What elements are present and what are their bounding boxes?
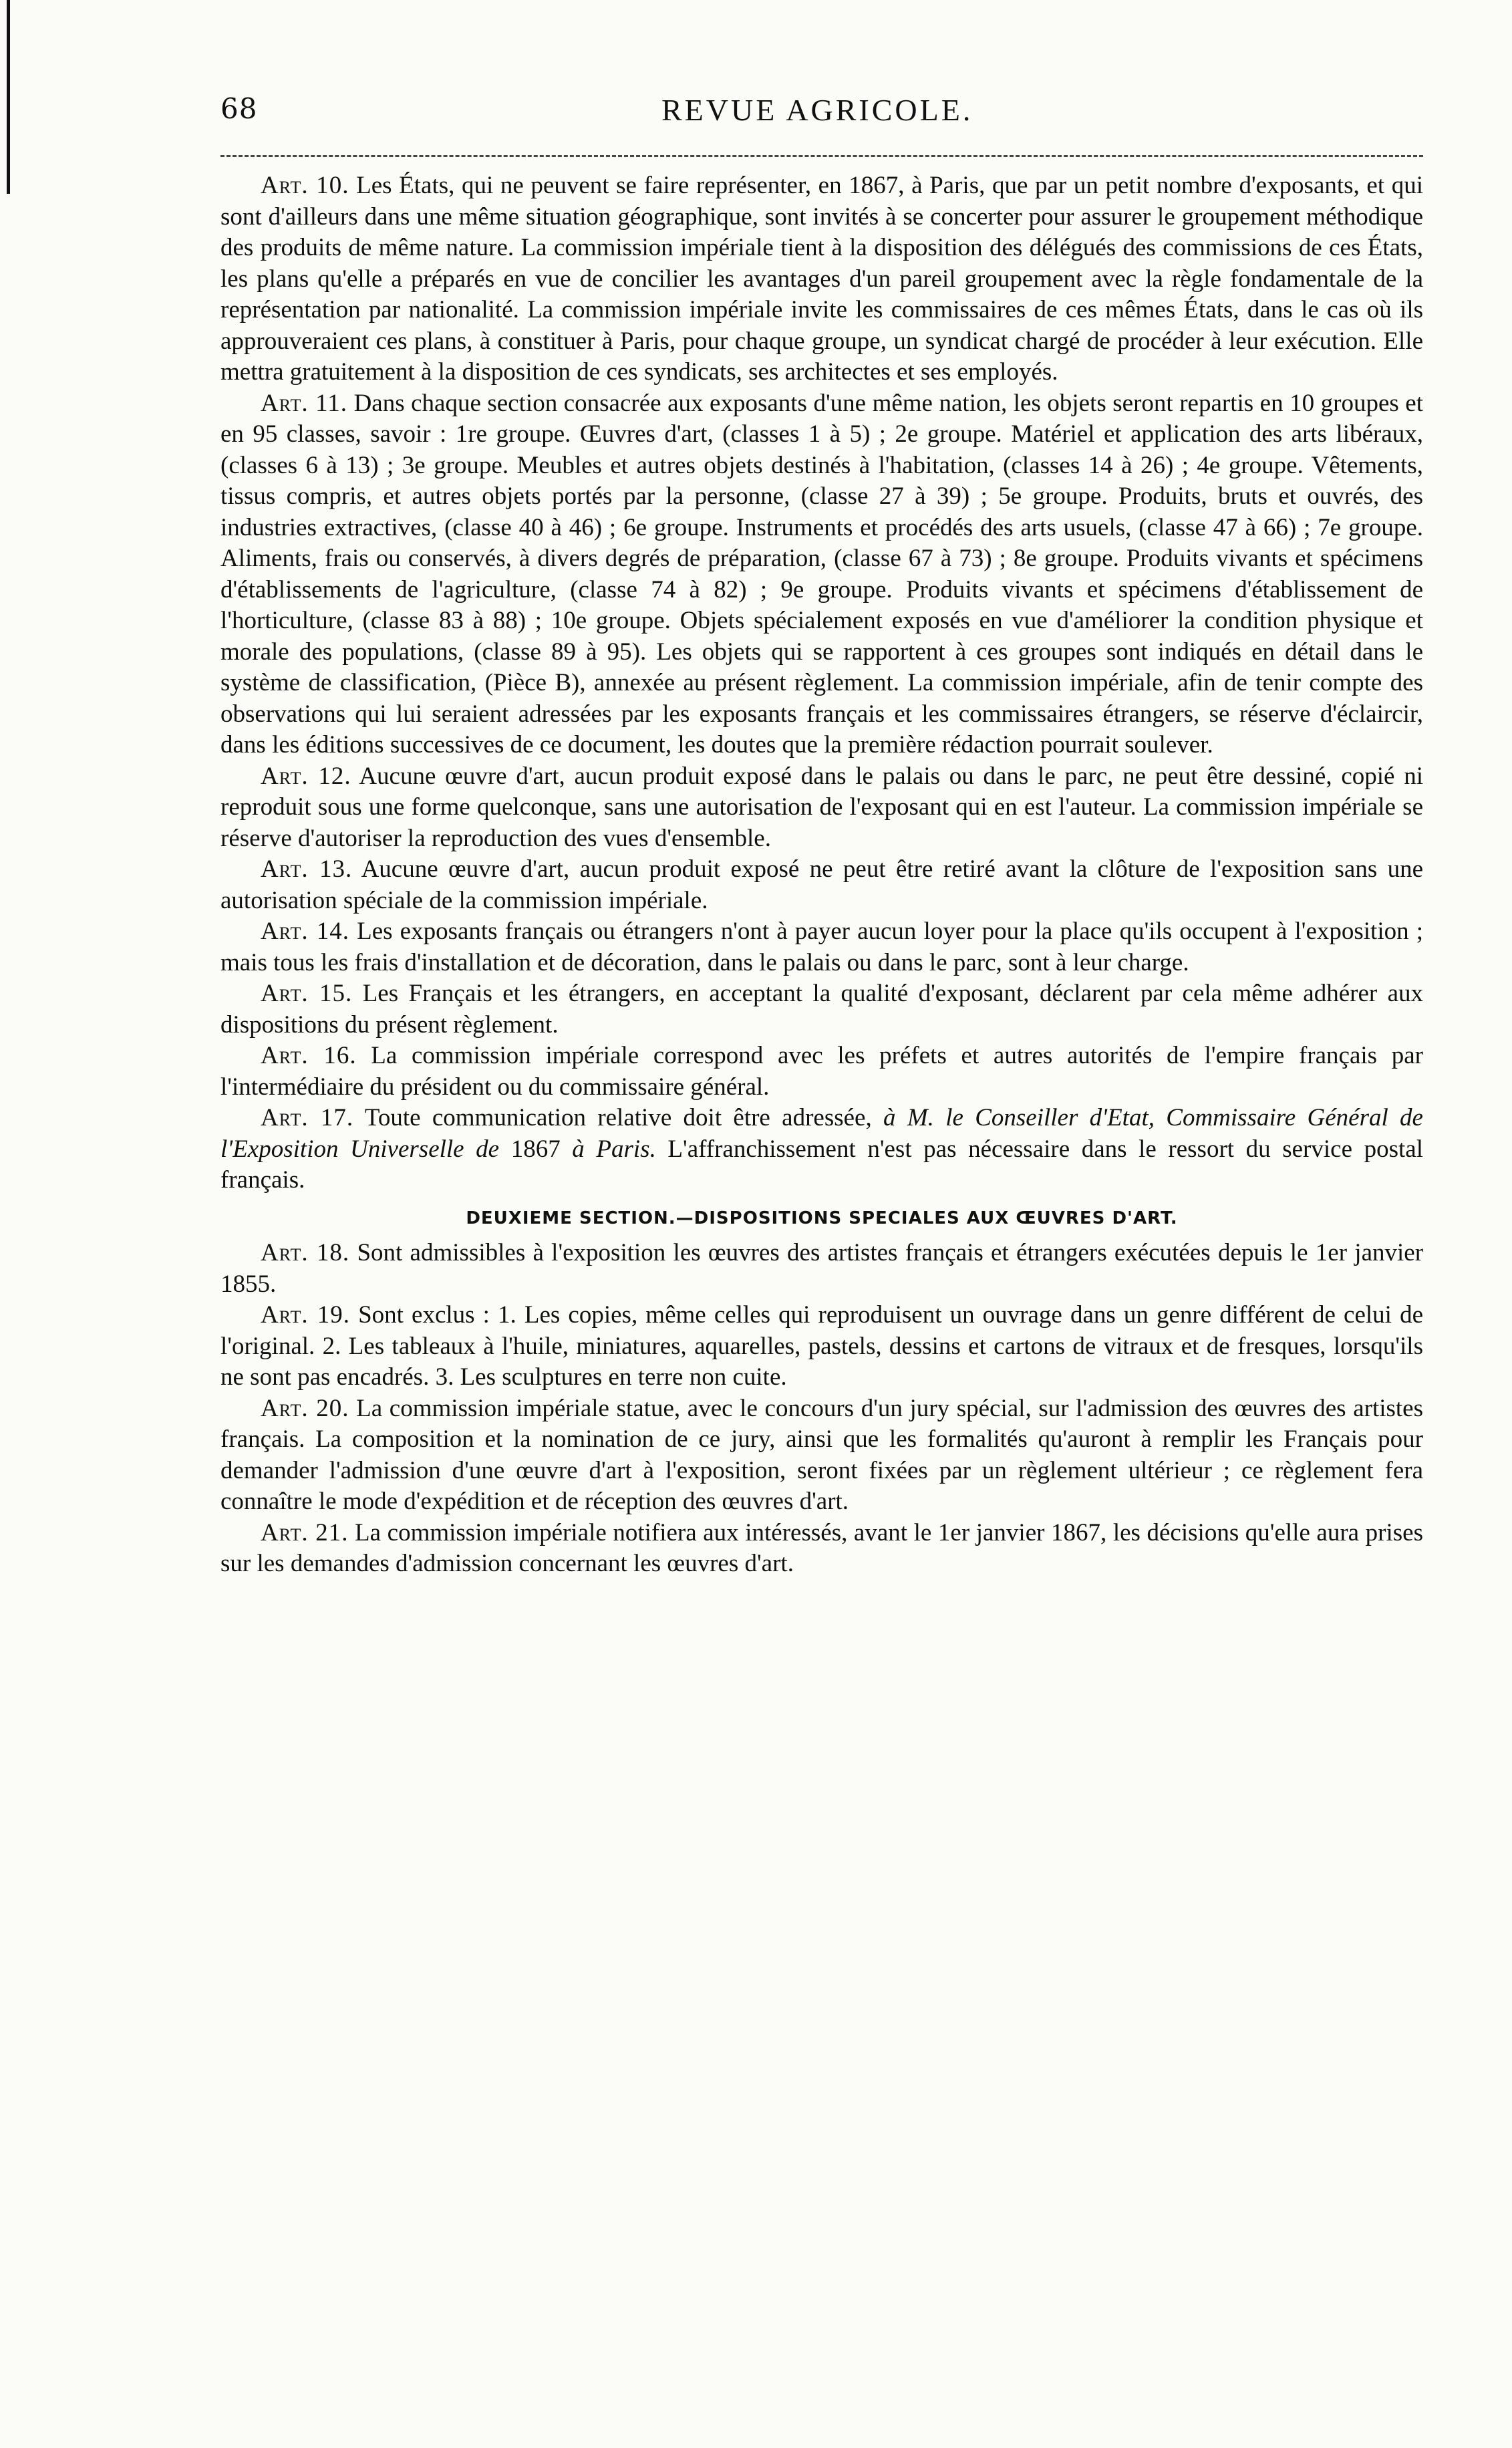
article-text-c: L'affranchissement n'est pas nécessaire dans le ressort du service postal français. (220, 1135, 1423, 1194)
article-text: Les exposants français ou étrangers n'ont à payer aucun loyer pour la place qu'ils occupent à l'exposition ; mais tous les frais d'installation et de décoration, dans le palais ou dans le parc, sont à leur charge. (220, 918, 1424, 976)
scan-edge-line (7, 0, 10, 194)
running-head: REVUE AGRICOLE. (661, 93, 973, 127)
article-paragraph (220, 170, 1423, 388)
section-heading: DEUXIEME SECTION.—DISPOSITIONS SPECIALES AUX ŒUVRES D'ART. (466, 1208, 1178, 1228)
article-text: Aucune œuvre d'art, aucun produit exposé dans le palais ou dans le parc, ne peut être dessiné, copié ni reproduit sous une forme quelconque, sans une autorisation de l'exposant qui en est l'auteur. La commission impériale se réserve d'autoriser la reproduction des vues d'ensemble. (220, 762, 1423, 852)
article-text-b: 1867 (499, 1135, 573, 1163)
article-text-a: Toute communication relative doit être adressée, (364, 1104, 884, 1131)
article-text: Les États, qui ne peuvent se faire représenter, en 1867, à Paris, que par un petit nombre d'exposants, et qui sont d'ailleurs dans une même situation géographique, sont invités à se concerter pour assurer le groupement méthodique des produits de même nature. La commission impériale tient à la disposition des délégués des commissions de ces États, les plans qu'elle a préparés en vue de concilier les avantages d'un pareil groupement avec la règle fondamentale de la représentation par nationalité. La commission impériale invite les commissaires de ces mêmes États, dans le cas où ils approuveraient ces plans, à constituer à Paris, pour chaque groupe, un syndicat chargé de procéder à leur exécution. Elle mettra gratuitement à la disposition de ces syndicats, ses architectes et ses employés. (220, 172, 1424, 386)
article-paragraph (220, 978, 1423, 1041)
article-label: Art. 18. (261, 1239, 350, 1266)
article-text-italic2: à Paris. (572, 1135, 656, 1163)
page-header (220, 92, 1423, 139)
article-paragraph (220, 1300, 1423, 1393)
article-text: Dans chaque section consacrée aux exposants d'une même nation, les objets seront repartis en 10 groupes et en 95 classes, savoir : 1re groupe. Œuvres d'art, (classes 1 à 5) ; 2e groupe. Matériel et application des arts libéraux, (classes 6 à 13) ; 3e groupe. Meubles et autres objets destinés à l'habitation, (classes 14 à 26) ; 4e groupe. Vêtements, tissus compris, et autres objets portés par la personne, (classe 27 à 39) ; 5e groupe. Produits, bruts et ouvrés, des industries extractives, (classe 40 à 46) ; 6e groupe. Instruments et procédés des arts usuels, (classe 47 à 66) ; 7e groupe. Aliments, frais ou conservés, à divers degrés de préparation, (classe 67 à 73) ; 8e groupe. Produits vivants et spécimens d'établissements de l'agriculture, (classe 74 à 82) ; 9e groupe. Produits vivants et spécimens d'établissement de l'horticulture, (classe 83 à 88) ; 10e groupe. Objets spécialement exposés en vue d'améliorer la condition physique et morale des populations, (classe 89 à 95). Les objets qui se rapportent à ces groupes sont indiqués en détail dans le système de classification, (Pièce B), annexée au présent règlement. La commission impériale, afin de tenir compte des observations qui lui seraient adressées par les exposants français et les commissaires étrangers, se réserve d'éclaircir, dans les éditions successives de ce document, les doutes que la première rédaction pourrait soulever. (220, 389, 1423, 759)
articles-part-2 (220, 1238, 1423, 1580)
article-label: Art. 19. (261, 1301, 350, 1329)
article-paragraph (220, 1238, 1423, 1300)
article-paragraph (220, 388, 1423, 761)
article-text: Sont exclus : 1. Les copies, même celles qui reproduisent un ouvrage dans un genre différent de celui de l'original. 2. Les tableaux à l'huile, miniatures, aquarelles, pastels, dessins et cartons de vitraux et de fresques, lorsqu'ils ne sont pas encadrés. 3. Les sculptures en terre non cuite. (220, 1301, 1423, 1391)
article-paragraph (220, 854, 1423, 916)
header-rule (220, 155, 1423, 157)
article-label: Art. 10. (261, 172, 349, 199)
article-paragraph (220, 1041, 1423, 1103)
article-text: La commission impériale statue, avec le concours d'un jury spécial, sur l'admission des œuvres des artistes français. La composition et la nomination de ce jury, ainsi que les formalités qu'auront à remplir les Français pour demander l'admission d'une œuvre d'art à l'exposition, seront fixées par un règlement ultérieur ; ce règlement fera connaître le mode d'expédition et de réception des œuvres d'art. (220, 1394, 1424, 1515)
article-label: Art. 11. (261, 389, 348, 417)
article-label: Art. 15. (261, 980, 353, 1007)
article-text: La commission impériale notifiera aux intéressés, avant le 1er janvier 1867, les décisions qu'elle aura prises sur les demandes d'admission concernant les œuvres d'art. (220, 1518, 1423, 1577)
article-label: Art. 21. (261, 1518, 349, 1546)
article-text: Aucune œuvre d'art, aucun produit exposé ne peut être retiré avant la clôture de l'exposition sans une autorisation spéciale de la commission impériale. (220, 855, 1423, 914)
article-paragraph (220, 916, 1423, 978)
article-17 (220, 1103, 1423, 1196)
page-number: 68 (220, 92, 258, 125)
article-text: La commission impériale correspond avec les préfets et autres autorités de l'empire français par l'intermédiaire du président ou du commissaire général. (220, 1042, 1424, 1101)
article-label: Art. 13. (261, 855, 353, 883)
article-label: Art. 16. (261, 1042, 357, 1069)
article-paragraph (220, 1393, 1423, 1518)
article-label: Art. 14. (261, 918, 349, 945)
article-text: Sont admissibles à l'exposition les œuvres des artistes français et étrangers exécutées depuis le 1er janvier 1855. (220, 1239, 1424, 1298)
articles-part-1 (220, 170, 1423, 1103)
page-body (220, 170, 1423, 1580)
article-text: Les Français et les étrangers, en acceptant la qualité d'exposant, déclarent par cela même adhérer aux dispositions du présent règlement. (220, 980, 1424, 1039)
article-paragraph (220, 761, 1423, 855)
article-label: Art. 17. (261, 1104, 354, 1131)
article-label: Art. 12. (261, 762, 351, 790)
article-paragraph (220, 1518, 1423, 1580)
article-text-italic: à M. le Conseiller d'Etat, Commissaire Général de l'Exposition Universelle de (220, 1104, 1423, 1163)
article-label: Art. 20. (261, 1394, 349, 1422)
